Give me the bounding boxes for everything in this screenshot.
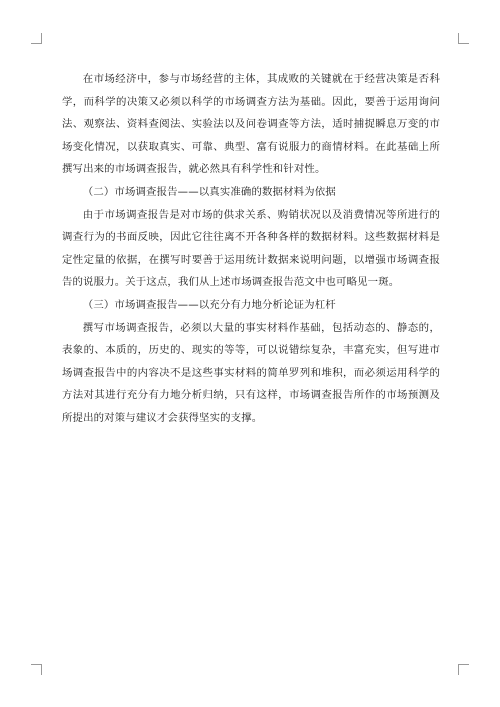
body-paragraph-2: 由于市场调查报告是对市场的供求关系、购销状况以及消费情况等所进行的调查行为的书面反映，因此它往往离不开各种各样的数据材料。这些数据材料是定性定量的依据，在撰写时要善于运用统计数据来说明问题，以增强市场调查报告的说服力。关于这点，我们从上述市场调查报告范文中也可略见一斑。 — [62, 208, 440, 289]
crop-mark-top-left — [31, 33, 42, 44]
crop-mark-top-right — [458, 33, 469, 44]
body-paragraph-3: 撰写市场调查报告，必须以大量的事实材料作基础，包括动态的、静态的，表象的、本质的，历史的、现实的等等，可以说错综复杂，丰富充实，但写进市场调查报告中的内容决不是这些事实材料的简单罗列和堆积，而必须运用科学的方法对其进行充分有力地分析归纳，只有这样，市场调查报告所作的市场预测及所提出的对策与建议才会获得坚实的支撑。 — [62, 321, 440, 424]
crop-mark-bottom-right — [458, 664, 469, 675]
document-body — [62, 68, 440, 430]
section-heading-2: （二）市场调查报告——以真实准确的数据材料为依据 — [82, 185, 336, 198]
body-paragraph-1: 在市场经济中，参与市场经营的主体，其成败的关键就在于经营决策是否科学，而科学的决策又必须以科学的市场调查方法为基础。因此，要善于运用询问法、观察法、资料查阅法、实验法以及问卷调查等方法，适时捕捉瞬息万变的市场变化情况，以获取真实、可靠、典型、富有说服力的商情材料。在此基础上所撰写出来的市场调查报告，就必然具有科学性和针对性。 — [62, 73, 440, 176]
section-heading-3: （三）市场调查报告——以充分有力地分析论证为杠杆 — [82, 298, 336, 311]
crop-mark-bottom-left — [31, 664, 42, 675]
